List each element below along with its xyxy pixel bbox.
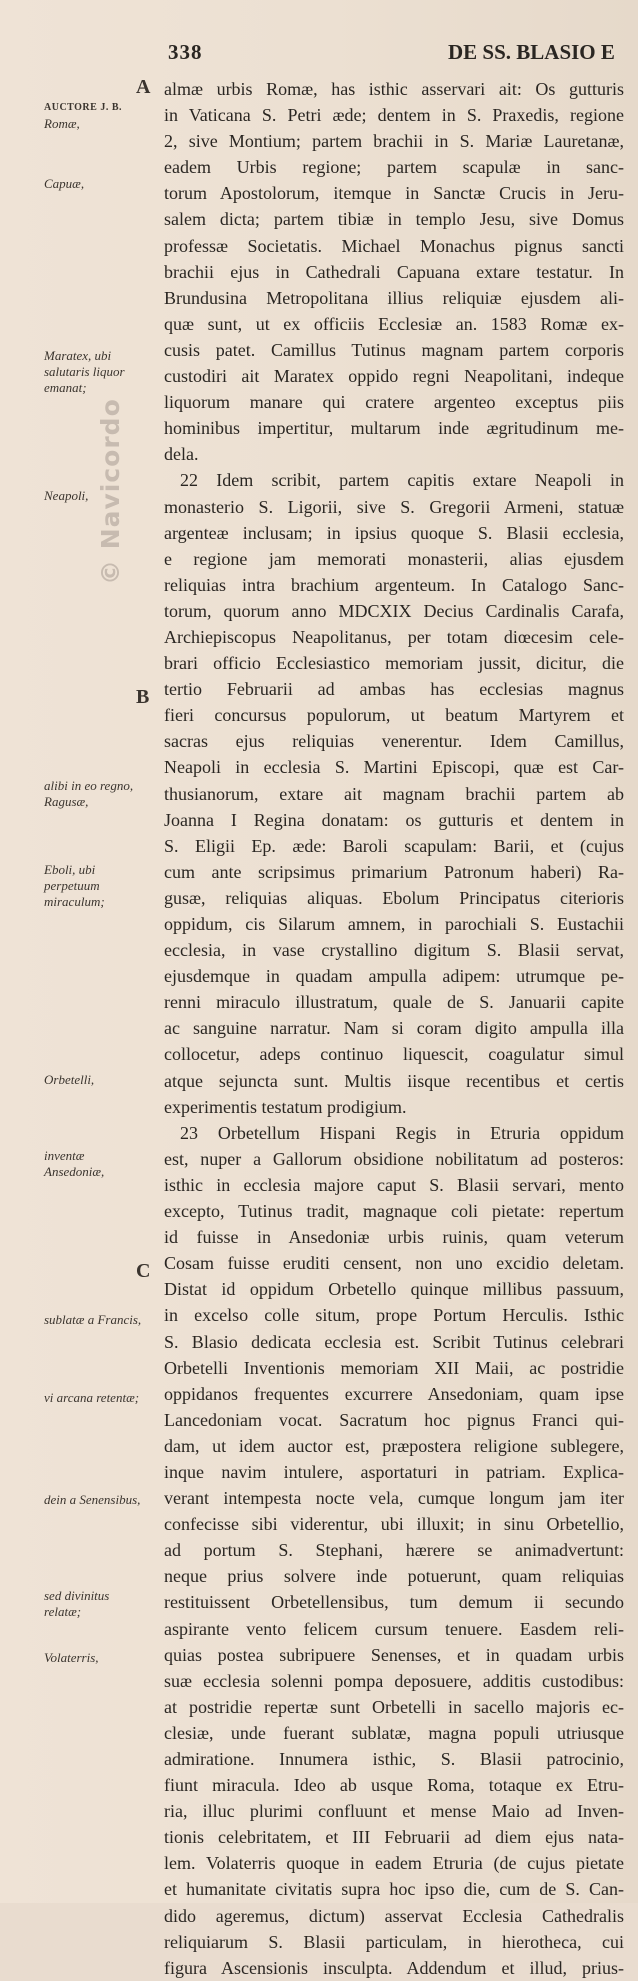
text-line: eadem Urbis regione; partem scapulæ in sanc- — [164, 157, 624, 178]
text-line: ria, illuc plurimi confluunt et mense Maio ad Inven- — [164, 1801, 624, 1822]
sidenote-volaterris: Volaterris, — [44, 1650, 99, 1665]
sidenote-francis: sublatæ a Francis, — [44, 1312, 142, 1327]
text-line: dela. — [164, 444, 199, 465]
text-line: experimentis testatum prodigium. — [164, 1096, 407, 1117]
text-line: brari officio Ecclesiastico memoriam jussit, dicitur, die — [164, 653, 624, 674]
text-line: brachii ejus in Cathedrali Capuana extare testatur. In — [164, 261, 624, 282]
text-line: restituissent Orbetellensibus, tum demum ii secundo — [164, 1592, 624, 1613]
page-header — [0, 38, 638, 68]
text-line: tionis celebritatem, et III Februarii ad diem ejus nata- — [164, 1827, 624, 1848]
text-line: argenteæ inclusam; in ipsius quoque S. Blasii ecclesia, — [164, 522, 624, 543]
text-line: est, nuper a Gallorum obsidione nobilitatum ad posteros: — [164, 1148, 624, 1169]
text-line: renni miraculo illustratum, quale de S. Januarii capite — [164, 992, 624, 1013]
text-line: clesiæ, unde fuerant sublatæ, magna populi utriusque — [164, 1722, 624, 1743]
text-line: Cosam fuisse eruditi censent, non uno excidio deletam. — [164, 1253, 624, 1274]
text-line: oppidanos frequentes excurrere Ansedoniam, quam ipse — [164, 1383, 624, 1404]
sidenote-author-label: AUCTORE J. B. — [44, 102, 122, 113]
sidenote-ansedoniae: inventæ Ansedoniæ, — [44, 1148, 105, 1179]
text-line: aspirante vento felicem cursum tenuere. Easdem reli- — [164, 1618, 624, 1639]
text-line: verant intempesta nocte vela, cumque longum jam iter — [164, 1488, 624, 1509]
text-line: 22 Idem scribit, partem capitis extare Neapoli in — [180, 470, 624, 491]
text-line: professæ Societatis. Michael Monachus pignus sancti — [164, 235, 624, 256]
body-text — [164, 76, 624, 1981]
text-line: lem. Volaterris quoque in eadem Etruria (de cujus pietate — [164, 1853, 624, 1874]
text-line: dam, ut idem auctor est, præpostera religione sublegere, — [164, 1435, 624, 1456]
sidenote-senensibus: dein a Senensibus, — [44, 1492, 141, 1507]
text-line: reliquiarum S. Blasii particulam, in hierotheca, cui — [164, 1931, 624, 1952]
sidenote-author — [44, 100, 144, 132]
text-line: atque sejuncta sunt. Multis iisque recentibus et certis — [164, 1070, 624, 1091]
text-line: excepto, Tutinus tradit, magnaque coli pietate: repertum — [164, 1201, 624, 1222]
text-line: oppidum, cis Silarum amnem, in parochiali S. Eustachii — [164, 914, 624, 934]
text-line: S. Eligii Ep. æde: Baroli scapulam: Barii, et (cujus — [164, 835, 624, 856]
text-line: collocetur, adeps continuo liquescit, coagulatur simul — [164, 1044, 624, 1065]
text-line: ad portum S. Stephani, hærere se animadvertunt: — [164, 1540, 624, 1561]
text-line: cum ante scripsimus primarium Patronum haberi) Ra- — [164, 861, 624, 882]
text-line: isthic in ecclesia majore caput S. Blasii servari, mento — [164, 1174, 624, 1195]
text-line: S. Blasio dedicata ecclesia est. Scribit Tutinus celebrari — [164, 1331, 624, 1352]
text-line: suæ ecclesia solenni pompa deposuere, additis custodibus: — [164, 1670, 624, 1691]
text-line: Lancedoniam vocat. Sacratum hoc pignus Franci qui- — [164, 1409, 624, 1430]
text-line: in excelso colle situm, prope Portum Herculis. Isthic — [164, 1305, 624, 1326]
sidenote-ragusae: alibi in eo regno, Ragusæ, — [44, 778, 134, 809]
text-line: custodiri ait Maratex oppido regni Neapolitani, indeque — [164, 366, 624, 387]
sidenote-eboli: Eboli, ubi perpetuum miraculum; — [44, 862, 105, 909]
text-line: 2, sive Montium; partem brachii in S. Mariæ Lauretanæ, — [164, 131, 624, 152]
sidenote-romae: Romæ, — [44, 116, 80, 131]
text-line: 23 Orbetellum Hispani Regis in Etruria oppidum — [180, 1122, 624, 1143]
text-line: Archiepiscopus Neapolitanus, per totam diœcesim cele- — [164, 626, 624, 647]
sidenote-orbetelli: Orbetelli, — [44, 1072, 95, 1087]
text-line: ac sanguine narratur. Nam si coram digito ampulla illa — [164, 1018, 624, 1039]
text-line: Distat id oppidum Orbetello quinque millibus passuum, — [164, 1279, 624, 1300]
sidenote-capuae: Capuæ, — [44, 176, 85, 191]
text-line: fiunt miracula. Ideo ab usque Roma, totaque ex Etru- — [164, 1775, 624, 1796]
text-line: ecclesia, in vase crystallino digitum S. Blasii servat, — [164, 940, 624, 961]
text-line: cusis patet. Camillus Tutinus magnam partem corporis — [164, 339, 624, 360]
text-line: dido ageremus, dictum) asservat Ecclesia Cathedralis — [164, 1905, 624, 1926]
text-line: Orbetelli Inventionis memoriam XII Maii, ac postridie — [164, 1357, 624, 1378]
text-line: Neapoli in ecclesia S. Martini Episcopi, quæ est Car- — [164, 757, 624, 778]
text-line: hominibus impertitur, multarum inde ægritudinum me- — [164, 418, 624, 439]
sidenote-maratex: Maratex, ubi salutaris liquor emanat; — [44, 348, 125, 395]
text-line: id fuisse in Ansedoniæ urbis ruinis, quam veterum — [164, 1227, 624, 1248]
text-line: e regione jam memorati monasterii, alias ejusdem — [164, 548, 624, 569]
text-line: sacras ejus reliquias venerentur. Idem Camillus, — [164, 731, 624, 752]
text-line: reliquias intra brachium argenteum. In Catalogo Sanc- — [164, 574, 624, 595]
text-line: at postridie repertæ sunt Orbetelli in sacello majoris ec- — [164, 1696, 624, 1717]
page-number: 338 — [168, 40, 203, 64]
text-line: torum Apostolorum, itemque in Sanctæ Crucis in Jeru- — [164, 183, 624, 204]
text-line: monasterio S. Ligorii, sive S. Gregorii Armeni, statuæ — [164, 496, 624, 517]
sidenote-retentae: vi arcana retentæ; — [44, 1390, 140, 1405]
text-line: admiratione. Innumera isthic, S. Blasii patrocinio, — [164, 1749, 624, 1769]
text-line: quæ sunt, ut ex officiis Ecclesiæ an. 1583 Romæ ex- — [164, 313, 624, 334]
text-line: ejusdemque in quadam ampulla adipem: utrumque pe- — [164, 966, 624, 987]
margin-letter-a: A — [136, 76, 151, 98]
text-line: gusæ, reliquias aliquas. Ebolum Principatus citerioris — [164, 887, 624, 908]
watermark: © Navicordo — [96, 398, 125, 585]
sidenote-relatae: sed divinitus relatæ; — [44, 1588, 110, 1619]
text-line: figura Ascensionis insculpta. Addendum et illud, prius- — [164, 1957, 624, 1978]
text-line: tertio Februarii ad ambas has ecclesias magnus — [164, 679, 624, 700]
text-line: neque prius solvere inde potuerunt, quam reliquias — [164, 1566, 624, 1587]
text-line: salem dicta; partem tibiæ in templo Jesu, sive Domus — [164, 209, 624, 230]
text-line: Brundusina Metropolitana illius reliquiæ ejusdem ali- — [164, 287, 624, 308]
text-line: inque navim intulere, asportaturi in patriam. Explica- — [164, 1461, 624, 1482]
text-line: liquorum manare qui cratere argenteo exceptus piis — [164, 392, 624, 413]
text-line: torum, quorum anno MDCXIX Decius Cardinalis Carafa, — [164, 600, 624, 621]
text-line: confecisse sibi viderentur, ubi illuxit; in sinu Orbetellio, — [164, 1514, 624, 1535]
text-line: Joanna I Regina donatam: os gutturis et dentem in — [164, 809, 624, 830]
text-line: thusianorum, extare ait magnam brachii partem ab — [164, 783, 624, 804]
text-line: almæ urbis Romæ, has isthic asservari ait: Os gutturis — [164, 79, 624, 99]
text-line: quias postea subripuere Senenses, et in quadam urbis — [164, 1644, 624, 1665]
text-line: in Vaticana S. Petri æde; dentem in S. Praxedis, regione — [164, 105, 624, 126]
text-line: fieri concursus populorum, ut beatum Martyrem et — [164, 705, 624, 726]
margin-letter-b: B — [136, 686, 150, 708]
text-line: et humanitate civitatis supra hoc ipso die, cum de S. Can- — [164, 1879, 624, 1900]
margin-letter-c: C — [136, 1260, 151, 1282]
running-head: DE SS. BLASIO E — [448, 40, 615, 64]
sidenote-neapoli: Neapoli, — [44, 488, 89, 503]
